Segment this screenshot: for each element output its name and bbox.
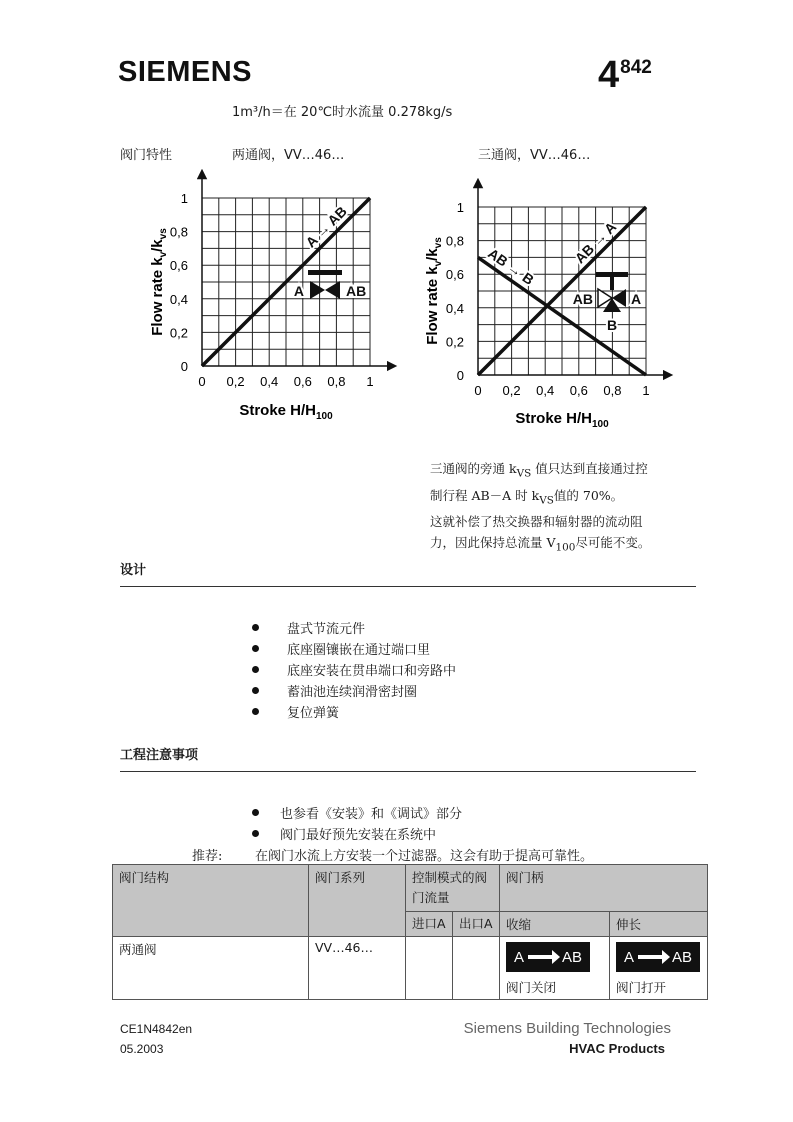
row-structure: 两通阀	[113, 937, 309, 1000]
col-series: 阀门系列	[309, 865, 406, 937]
retract-caption: 阀门关闭	[506, 980, 557, 995]
list-item: 也参看《安装》和《调试》部分	[252, 803, 672, 824]
sub-out: 出口A	[453, 912, 500, 937]
list-item: 阀门最好预先安装在系统中	[252, 824, 672, 845]
list-item: 复位弹簧	[252, 702, 652, 723]
port-label: B	[606, 317, 618, 333]
valve-charts	[0, 0, 793, 440]
footer-division: HVAC Products	[569, 1041, 665, 1056]
x-tick-label: 0,4	[536, 383, 555, 398]
y-tick-label: 1	[456, 200, 464, 215]
note-line-1: 三通阀的旁通 $k_{VS}$ 值只达到直接通过控	[430, 461, 648, 480]
y-tick-label: 0	[456, 368, 464, 383]
valve-spindle-icon	[610, 276, 614, 290]
x-tick-label: 0,2	[502, 383, 521, 398]
x-tick-label: 0,2	[226, 374, 245, 389]
sub-retract: 收缩	[500, 912, 610, 937]
col-control: 控制模式的阀门流量	[406, 865, 500, 912]
recommend-text: 在阀门水流上方安装一个过滤器。这会有助于提高可靠性。	[255, 849, 594, 864]
row-in	[406, 937, 453, 1000]
x-tick-label: 0,4	[260, 374, 279, 389]
three-way-chart	[424, 183, 668, 430]
row-series: VV…46…	[309, 937, 406, 1000]
col-stem: 阀门柄	[500, 865, 708, 912]
table-row	[113, 937, 708, 1000]
recommend-label: 推荐:	[192, 849, 223, 864]
y-tick-label: 0,4	[445, 300, 464, 316]
unit-note: 1m³/h＝在 20℃时水流量 0.278kg/s	[232, 105, 453, 120]
x-tick-label: 1	[366, 374, 374, 389]
footer-date: 05.2003	[120, 1042, 164, 1056]
y-tick-label: 0,2	[169, 325, 188, 341]
port-label: A	[293, 283, 304, 299]
bullet-icon	[252, 645, 259, 652]
y-tick-label: 0,6	[445, 267, 464, 283]
bullet-icon	[252, 830, 259, 837]
x-tick-label: 0,8	[603, 383, 622, 398]
bullet-icon	[252, 809, 259, 816]
engineering-heading: 工程注意事项	[120, 748, 199, 763]
valve-stem-icon	[308, 270, 342, 275]
sub-extend: 伸长	[610, 912, 708, 937]
three-way-title: 三通阀，VV…46…	[478, 148, 591, 163]
footer-doc-id: CE1N4842en	[120, 1022, 193, 1036]
x-tick-label: 0	[474, 383, 482, 398]
bullet-icon	[252, 624, 259, 631]
arrow-right-icon	[528, 955, 554, 959]
y-tick-label: 1	[180, 191, 188, 206]
y-tick-label: 0,8	[169, 224, 188, 240]
note-line-3: 这就补偿了热交换器和辐射器的流动阻	[430, 514, 643, 529]
extend-caption: 阀门打开	[616, 980, 667, 995]
x-axis-label: Stroke $H/H_{100}$	[515, 410, 609, 430]
bullet-icon	[252, 687, 259, 694]
doc-number-main: 4	[598, 54, 620, 96]
engineering-list	[252, 803, 672, 845]
series-label: A → AB	[302, 203, 350, 251]
row-out	[453, 937, 500, 1000]
siemens-logo: SIEMENS	[118, 56, 253, 88]
valve-triangle-right-icon	[325, 281, 340, 299]
note-line-4: 力，因此保持总流量 $V_{100}$尽可能不变。	[430, 535, 651, 554]
y-axis-label: Flow rate $k_v/k_{vs}$	[424, 237, 444, 345]
x-tick-label: 0,6	[293, 374, 312, 389]
two-way-chart	[149, 174, 392, 422]
x-tick-label: 0,6	[569, 383, 588, 398]
col-structure: 阀门结构	[113, 865, 309, 937]
footer-company: Siemens Building Technologies	[463, 1020, 671, 1037]
design-heading: 设计	[120, 563, 147, 578]
list-item: 底座安装在贯串端口和旁路中	[252, 660, 652, 681]
table-header-row	[113, 865, 708, 912]
port-label: A	[631, 291, 642, 307]
y-tick-label: 0,4	[169, 291, 188, 307]
list-item: 底座圈镶嵌在通过端口里	[252, 639, 652, 660]
valve-triangle-left-icon	[310, 281, 325, 299]
x-axis-label: Stroke $H/H_{100}$	[239, 402, 333, 422]
list-item: 盘式节流元件	[252, 618, 652, 639]
sub-in: 进口A	[406, 912, 453, 937]
bullet-icon	[252, 666, 259, 673]
x-tick-label: 1	[642, 383, 650, 398]
retract-plate: A AB	[506, 942, 590, 972]
series-label: AB → A	[571, 218, 620, 267]
note-line-2: 制行程 AB－A 时 $k_{VS}$值的 70%。	[430, 487, 624, 506]
series-label: AB → B	[485, 244, 538, 288]
valve-char-label: 阀门特性	[120, 148, 173, 163]
doc-number-sup: 842	[620, 57, 652, 78]
row-extend	[610, 937, 708, 1000]
engineering-divider	[120, 771, 696, 772]
arrow-right-icon	[638, 955, 664, 959]
y-tick-label: 0,6	[169, 258, 188, 274]
y-tick-label: 0,8	[445, 233, 464, 249]
list-item: 蓄油池连续润滑密封圈	[252, 681, 652, 702]
port-label: AB	[346, 283, 367, 299]
y-tick-label: 0	[180, 359, 188, 374]
valve-table	[112, 864, 708, 1000]
three-way-note	[430, 458, 692, 559]
y-tick-label: 0,2	[445, 334, 464, 350]
design-list	[252, 618, 652, 723]
port-label: AB	[572, 291, 593, 307]
row-retract	[500, 937, 610, 1000]
bullet-icon	[252, 708, 259, 715]
two-way-title: 两通阀，VV…46…	[232, 148, 345, 163]
x-tick-label: 0,8	[327, 374, 346, 389]
design-divider	[120, 586, 696, 587]
extend-plate: A AB	[616, 942, 700, 972]
x-tick-label: 0	[198, 374, 206, 389]
y-axis-label: Flow rate $k_v/k_{vs}$	[149, 228, 169, 336]
